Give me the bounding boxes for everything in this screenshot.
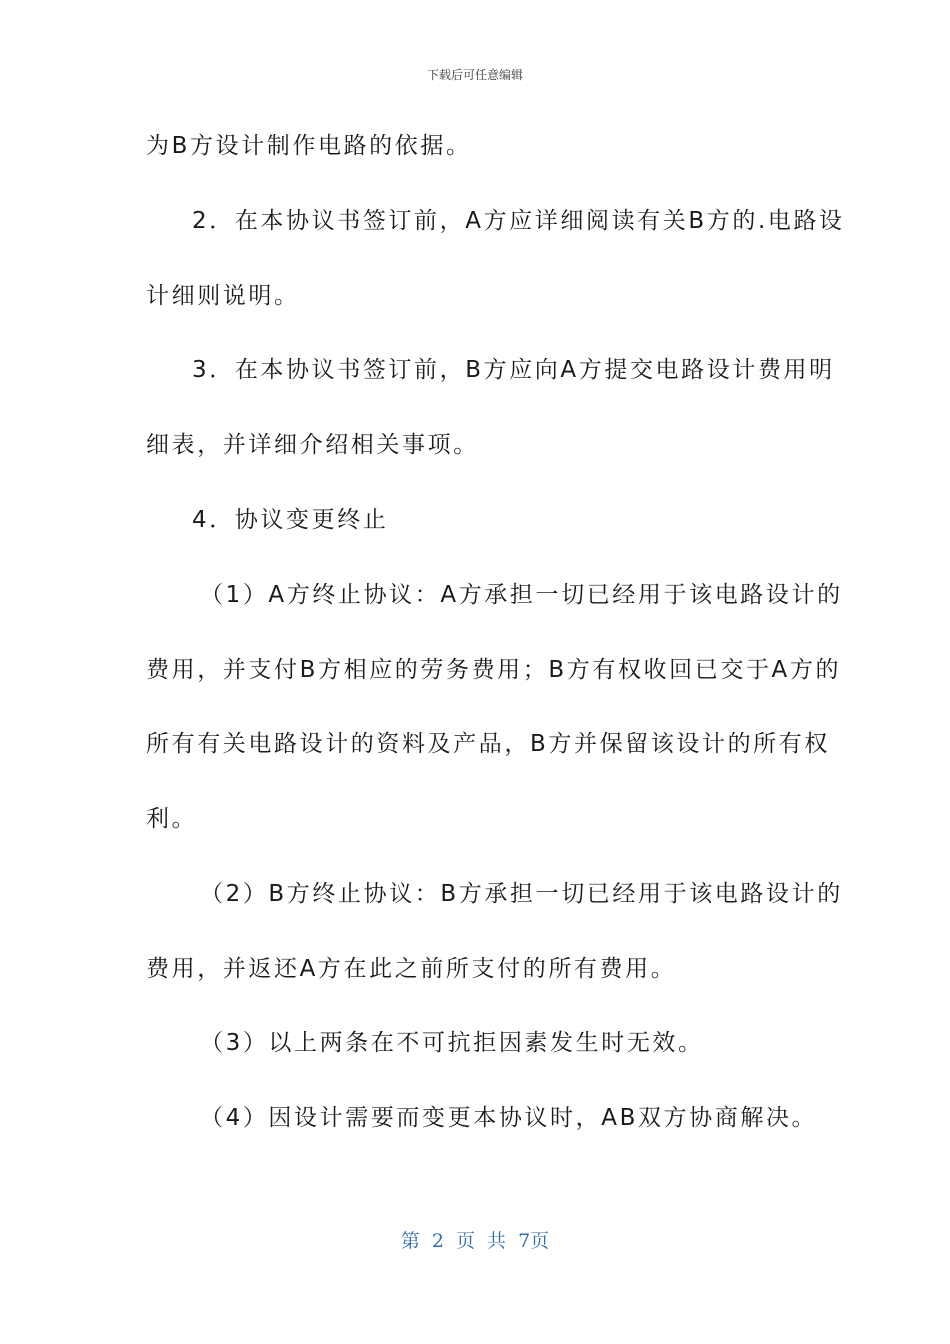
text-line: 2．在本协议书签订前，A方应详细阅读有关B方的.电路设 xyxy=(192,208,845,234)
text-line: 细表，并详细介绍相关事项。 xyxy=(146,432,479,458)
text-line: 4．协议变更终止 xyxy=(192,507,389,533)
text-line: （3）以上两条在不可抗拒因素发生时无效。 xyxy=(200,1030,704,1056)
text-line: 3．在本协议书签订前，B方应向A方提交电路设计费用明 xyxy=(192,357,835,383)
text-line: 费用，并返还A方在此之前所支付的所有费用。 xyxy=(146,956,677,982)
page-number: 第 2 页 共 7页 xyxy=(400,1230,550,1252)
text-line: 所有有关电路设计的资料及产品，B方并保留该设计的所有权 xyxy=(146,731,830,757)
text-line: 为B方设计制作电路的依据。 xyxy=(146,133,472,159)
header-note: 下载后可任意编辑 xyxy=(426,68,523,82)
text-line: （4）因设计需要而变更本协议时，AB双方协商解决。 xyxy=(200,1105,818,1131)
text-line: （1）A方终止协议：A方承担一切已经用于该电路设计的 xyxy=(200,582,843,608)
text-line: 费用，并支付B方相应的劳务费用；B方有权收回已交于A方的 xyxy=(146,657,842,683)
text-line: 利。 xyxy=(146,806,198,832)
text-line: （2）B方终止协议：B方承担一切已经用于该电路设计的 xyxy=(200,881,843,907)
text-line: 计细则说明。 xyxy=(146,283,300,309)
